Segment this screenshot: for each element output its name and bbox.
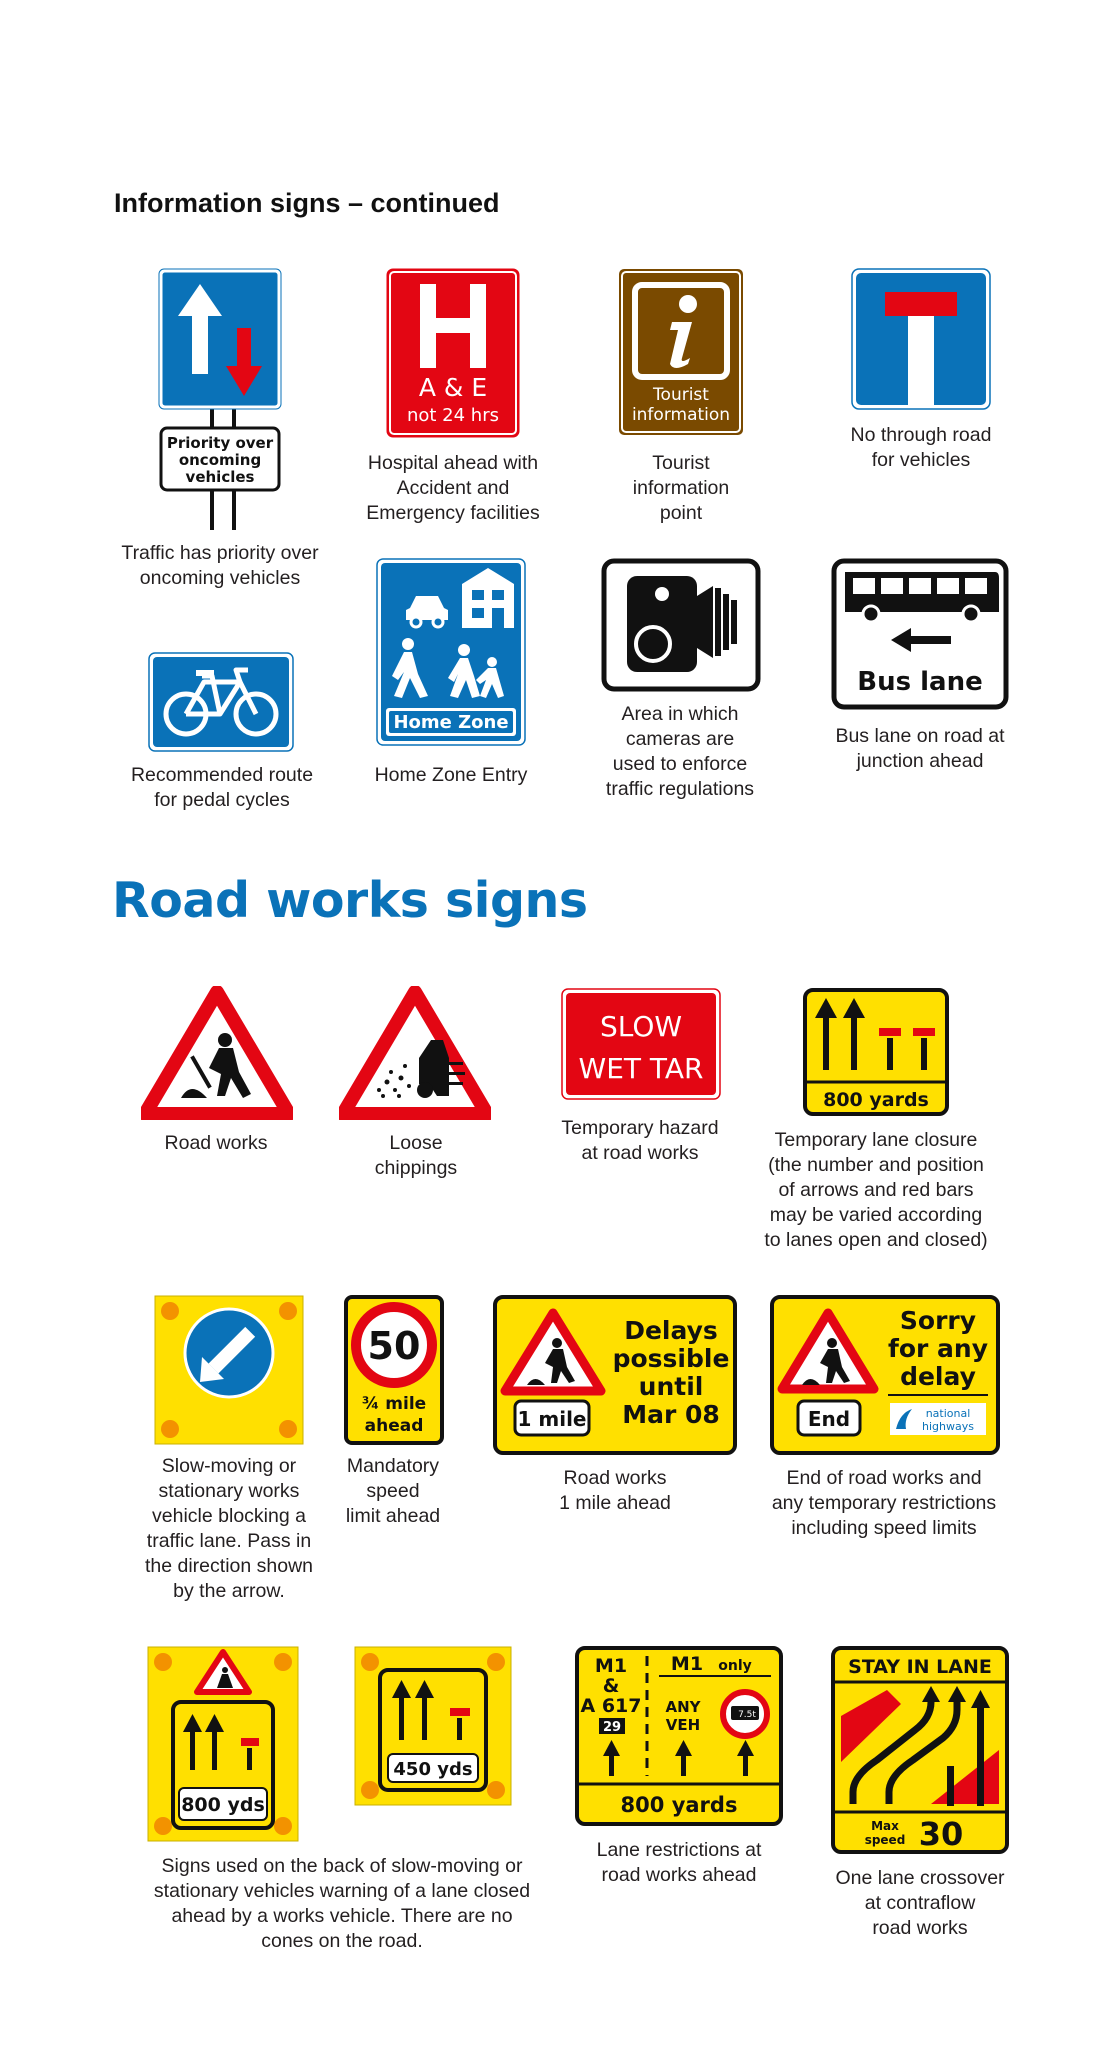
speed-limit-line1: ¾ mile <box>361 1394 427 1414</box>
speed-limit-line2: ahead <box>364 1416 424 1436</box>
lane-restrictions-sign <box>575 1646 783 1826</box>
delays-possible-sign <box>493 1295 737 1455</box>
lane-any-line2: VEH <box>665 1716 701 1734</box>
caption-tourist: Tourist information point <box>632 452 730 524</box>
caption-hospital: Hospital ahead with Accident and Emergency facilities <box>366 452 540 524</box>
no-through-road-sign <box>851 268 991 410</box>
lane-left-line1: M1 <box>594 1655 628 1677</box>
lane-left-line3: A 617 <box>580 1695 642 1717</box>
traffic-camera-sign <box>601 558 761 692</box>
contraflow-crossover-sign <box>831 1646 1009 1854</box>
priority-plate-line3: vehicles <box>185 468 255 486</box>
crossover-max-line1: Max <box>871 1819 899 1833</box>
speed-limit-value: 50 <box>367 1324 421 1368</box>
vehicle-back-sign-450 <box>354 1646 512 1806</box>
tourist-line1: Tourist <box>653 385 709 405</box>
crossover-max-line2: speed <box>864 1833 906 1847</box>
loose-chippings-sign <box>339 986 491 1120</box>
crossover-speed-value: 30 <box>918 1815 964 1853</box>
priority-plate-line1: Priority over <box>166 434 274 452</box>
slow-tar-line2: WET TAR <box>578 1052 704 1085</box>
delays-line4: Mar 08 <box>622 1400 720 1429</box>
caption-road-works: Road works <box>164 1132 268 1154</box>
caption-bus-lane: Bus lane on road at junction ahead <box>835 725 1005 772</box>
delays-line1: Delays <box>624 1316 718 1345</box>
vehicle-back-sign-800 <box>147 1646 299 1842</box>
delays-distance: 1 mile <box>517 1407 587 1431</box>
sorry-line3: delay <box>900 1362 976 1391</box>
speed-limit-ahead-sign <box>344 1295 444 1445</box>
lane-restrict-distance: 800 yards <box>620 1793 738 1817</box>
section-heading-road-works: Road works signs <box>112 872 588 929</box>
lane-right-only: only <box>718 1658 752 1674</box>
lane-right-road: M1 <box>670 1653 704 1675</box>
national-highways-logo-top: national <box>925 1407 971 1420</box>
hospital-ae-sign <box>386 268 520 438</box>
caption-lane-restrict: Lane restrictions at road works ahead <box>596 1839 762 1886</box>
lane-left-line2: & <box>602 1675 620 1697</box>
end-of-road-works-sign <box>770 1295 1000 1455</box>
sorry-end-label: End <box>807 1407 851 1431</box>
caption-priority: Traffic has priority over oncoming vehicles <box>121 542 319 589</box>
section-heading-info: Information signs – continued <box>114 188 500 218</box>
delays-line2: possible <box>612 1344 730 1373</box>
slow-tar-line1: SLOW <box>599 1010 683 1043</box>
tourist-line2: information <box>631 405 731 425</box>
temporary-lane-closure-sign <box>803 988 949 1116</box>
vehicle-back-dist1: 800 yds <box>181 1794 265 1816</box>
caption-speed: Mandatory speed limit ahead <box>345 1455 441 1527</box>
caption-keep-left: Slow-moving or stationary works vehicle blocking a traffic lane. Pass in the direction shown by the arrow. <box>144 1455 314 1602</box>
caption-camera: Area in which cameras are used to enforce traffic regulations <box>605 703 755 800</box>
bus-lane-label: Bus lane <box>857 667 983 697</box>
caption-chippings: Loose chippings <box>374 1132 458 1179</box>
caption-crossover: One lane crossover at contraflow road works <box>835 1867 1005 1939</box>
slow-wet-tar-sign <box>561 988 721 1100</box>
priority-over-oncoming-sign <box>158 268 288 530</box>
caption-vehicle-back: Signs used on the back of slow-moving or stationary vehicles warning of a lane closed ahead by a works vehicle. There are no cones on the road. <box>153 1855 531 1952</box>
national-highways-logo-bottom: highways <box>922 1420 974 1433</box>
caption-sorry: End of road works and any temporary restrictions including speed limits <box>771 1467 997 1539</box>
junction-number: 29 <box>602 1720 622 1735</box>
road-works-sign <box>141 986 293 1120</box>
bus-lane-sign <box>831 558 1009 710</box>
home-zone-sign <box>376 558 526 746</box>
vehicle-back-dist2: 450 yds <box>393 1759 473 1780</box>
caption-lane-closure: Temporary lane closure (the number and position of arrows and red bars may be varied according to lanes open and closed) <box>764 1129 988 1251</box>
hospital-line2: not 24 hrs <box>406 405 500 426</box>
lane-any-line1: ANY <box>665 1698 701 1716</box>
sorry-line2: for any <box>887 1334 989 1363</box>
hospital-line1: A & E <box>418 373 488 402</box>
caption-home-zone: Home Zone Entry <box>374 764 528 786</box>
home-zone-label: Home Zone <box>393 712 509 733</box>
caption-cycle: Recommended route for pedal cycles <box>130 764 314 811</box>
weight-limit: 7.5t <box>738 1710 756 1720</box>
caption-slow-tar: Temporary hazard at road works <box>561 1117 719 1164</box>
crossover-top-label: STAY IN LANE <box>848 1656 992 1678</box>
caption-no-through: No through road for vehicles <box>850 424 992 471</box>
sorry-line1: Sorry <box>899 1306 977 1335</box>
tourist-information-sign <box>618 268 744 436</box>
delays-line3: until <box>638 1372 704 1401</box>
cycle-route-sign <box>148 652 294 752</box>
keep-left-vehicle-sign <box>154 1295 304 1445</box>
priority-plate-line2: oncoming <box>178 451 262 469</box>
lane-closure-distance: 800 yards <box>823 1089 929 1111</box>
caption-delays: Road works 1 mile ahead <box>559 1467 671 1514</box>
